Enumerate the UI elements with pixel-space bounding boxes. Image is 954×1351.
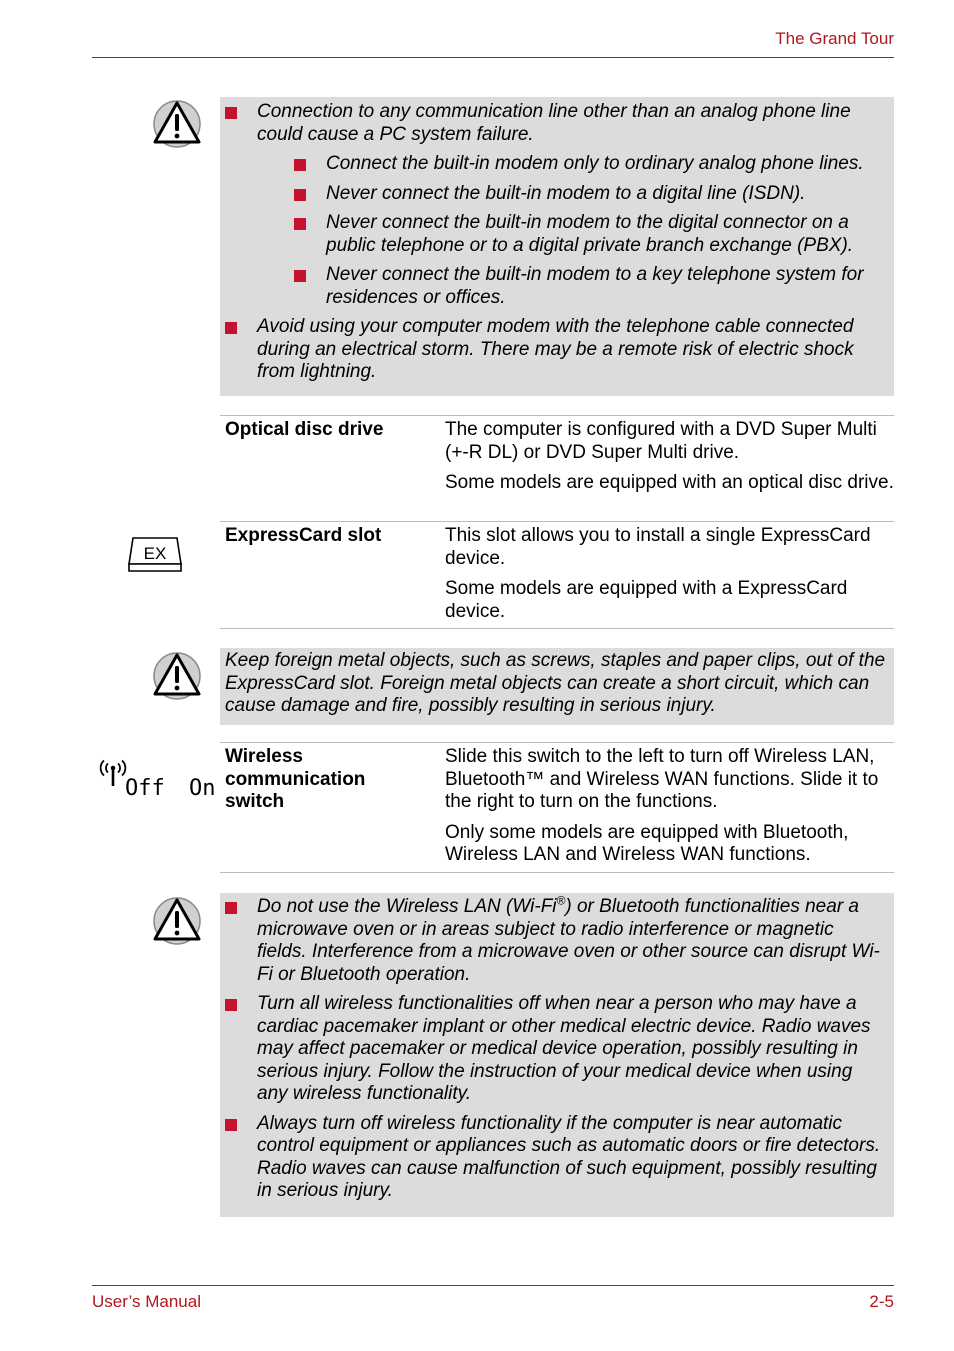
spec-description <box>445 525 894 620</box>
spec-paragraph: Some models are equipped with a ExpressCard device. <box>445 578 848 622</box>
warning-triangle-icon <box>152 650 202 700</box>
wireless-switch-graphic <box>97 759 217 803</box>
spec-row-optical <box>220 416 894 522</box>
switch-on-label: On <box>189 776 216 801</box>
section-title: The Grand Tour <box>775 29 894 48</box>
page-number: 2-5 <box>869 1292 894 1311</box>
caution-subitem: Never connect the built-in modem to a key telephone system for residences or offices. <box>257 264 886 309</box>
ex-label: EX <box>143 544 167 563</box>
spec-description <box>445 746 894 864</box>
page-footer <box>92 1285 894 1311</box>
caution-item: Turn all wireless functionalities off when near a person who may have a cardiac pacemaker implant or other medical electric device. Radio waves may affect pacemaker or medical device operation, possibly resulting in serious injury. Follow the instruction of your medical device when using any wireless functionality. <box>220 993 886 1106</box>
spec-label: Wireless communication switch <box>225 746 366 812</box>
spec-row-wireless <box>220 743 894 873</box>
caution-item <box>220 893 886 986</box>
caution-expresscard <box>220 648 894 725</box>
caution-item: Always turn off wireless functionality if the computer is near automatic control equipment or appliances such as automatic doors or fire detectors. Radio waves can cause malfunction of such equipment, possibly resulting in serious injury. <box>220 1113 886 1203</box>
spec-row-expresscard <box>220 522 894 629</box>
caution-text: Keep foreign metal objects, such as screws, staples and paper clips, out of the ExpressCard slot. Foreign metal objects can create a short circuit, which can cause damage and fire, possibly resulting in serious injury. <box>225 650 886 716</box>
spec-paragraph: This slot allows you to install a single ExpressCard device. <box>445 525 871 569</box>
spec-description <box>445 419 894 513</box>
spec-label: ExpressCard slot <box>225 525 382 546</box>
spec-label: Optical disc drive <box>225 419 384 440</box>
warning-triangle-icon <box>152 98 202 148</box>
switch-off-label: Off <box>125 776 165 801</box>
spec-paragraph: The computer is configured with a DVD Super Multi (+-R DL) or DVD Super Multi drive. <box>445 419 877 463</box>
spec-table <box>220 742 894 873</box>
caution-subitem: Never connect the built-in modem to the digital connector on a public telephone or to a digital private branch exchange (PBX). <box>257 212 886 257</box>
spec-paragraph: Only some models are equipped with Bluetooth, Wireless LAN and Wireless WAN functions. <box>445 821 849 865</box>
warning-triangle-icon <box>152 895 202 945</box>
spec-table <box>220 415 894 629</box>
caution-subitem: Connect the built-in modem only to ordinary analog phone lines. <box>257 153 886 176</box>
spec-paragraph: Slide this switch to the left to turn off Wireless LAN, Bluetooth™ and Wireless WAN functions. Slide it to the right to turn on the functions. <box>445 746 879 812</box>
caution-text: Connection to any communication line other than an analog phone line could cause a PC system failure. <box>257 101 851 145</box>
caution-item: Avoid using your computer modem with the telephone cable connected during an electrical storm. There may be a remote risk of electric shock from lightning. <box>220 316 886 384</box>
manual-name: User’s Manual <box>92 1292 201 1311</box>
caution-text: ) or Bluetooth functionalities near a microwave oven or in areas subject to radio interference or magnetic fields. Interference from a microwave oven or other source can disrupt Wi-Fi or Bluetooth operation. <box>257 896 880 985</box>
caution-subitem: Never connect the built-in modem to a digital line (ISDN). <box>257 183 886 206</box>
spec-paragraph: Some models are equipped with an optical disc drive. <box>445 472 894 493</box>
caution-modem <box>220 97 894 396</box>
registered-mark: ® <box>556 893 566 908</box>
page-header <box>92 27 894 58</box>
caution-wireless <box>220 893 894 1217</box>
expresscard-ex-icon <box>127 536 183 574</box>
caution-text: Do not use the Wireless LAN (Wi-Fi <box>257 896 557 917</box>
caution-item <box>220 101 886 309</box>
